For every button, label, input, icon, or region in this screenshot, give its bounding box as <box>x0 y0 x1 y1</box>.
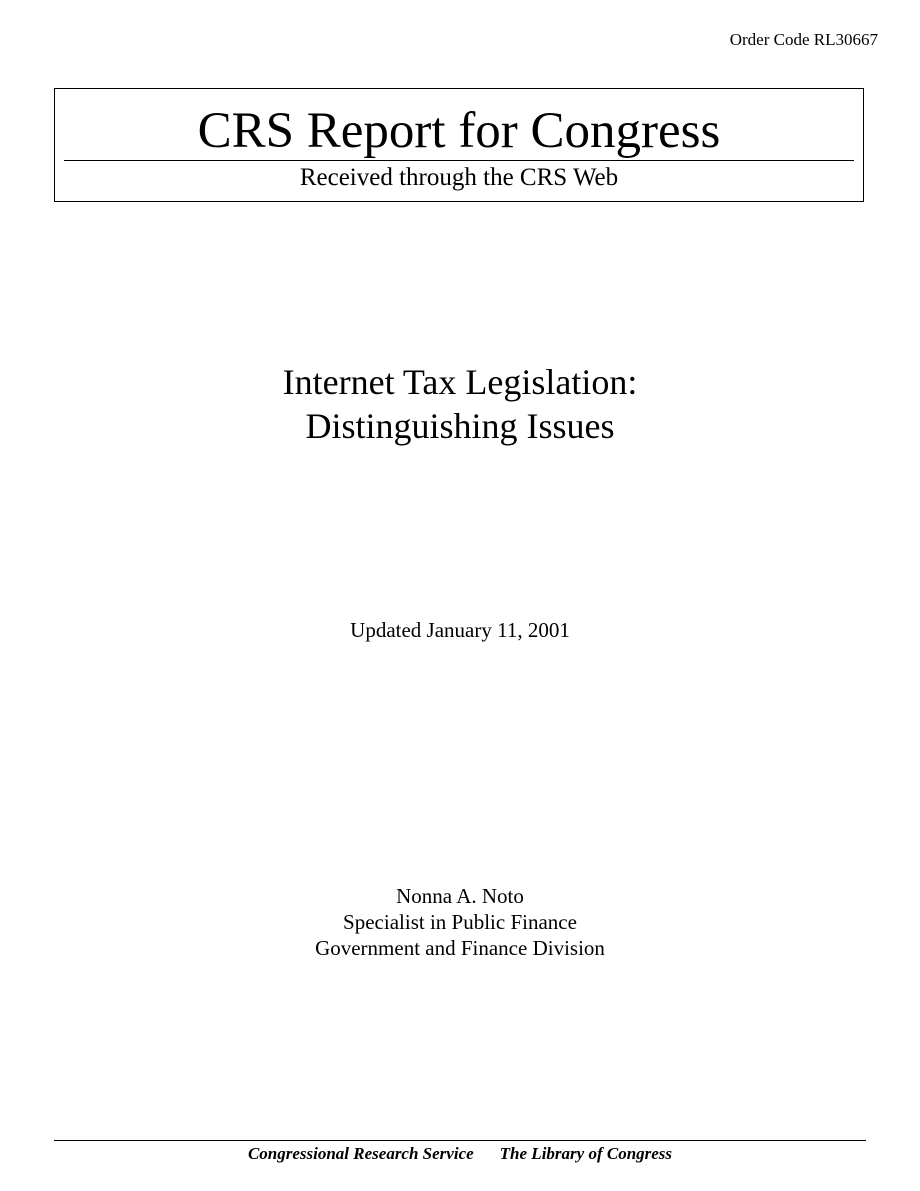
header-subtitle: Received through the CRS Web <box>299 164 619 191</box>
footer-divider <box>54 1140 866 1141</box>
author-name: Nonna A. Noto <box>396 884 524 908</box>
header-title: CRS Report for Congress <box>197 103 721 159</box>
report-header-box <box>54 88 864 202</box>
author-block <box>0 883 920 961</box>
footer-loc: The Library of Congress <box>499 1144 673 1163</box>
footer <box>0 1143 920 1165</box>
report-title-line-2: Distinguishing Issues <box>305 406 615 446</box>
footer-crs: Congressional Research Service <box>247 1144 474 1163</box>
header-divider <box>64 160 854 161</box>
report-title <box>0 360 920 448</box>
report-title-line-1: Internet Tax Legislation: <box>282 362 638 402</box>
updated-date: Updated January 11, 2001 <box>350 618 570 642</box>
author-division: Government and Finance Division <box>315 936 605 960</box>
order-code: Order Code RL30667 <box>729 30 878 49</box>
author-position: Specialist in Public Finance <box>343 910 577 934</box>
